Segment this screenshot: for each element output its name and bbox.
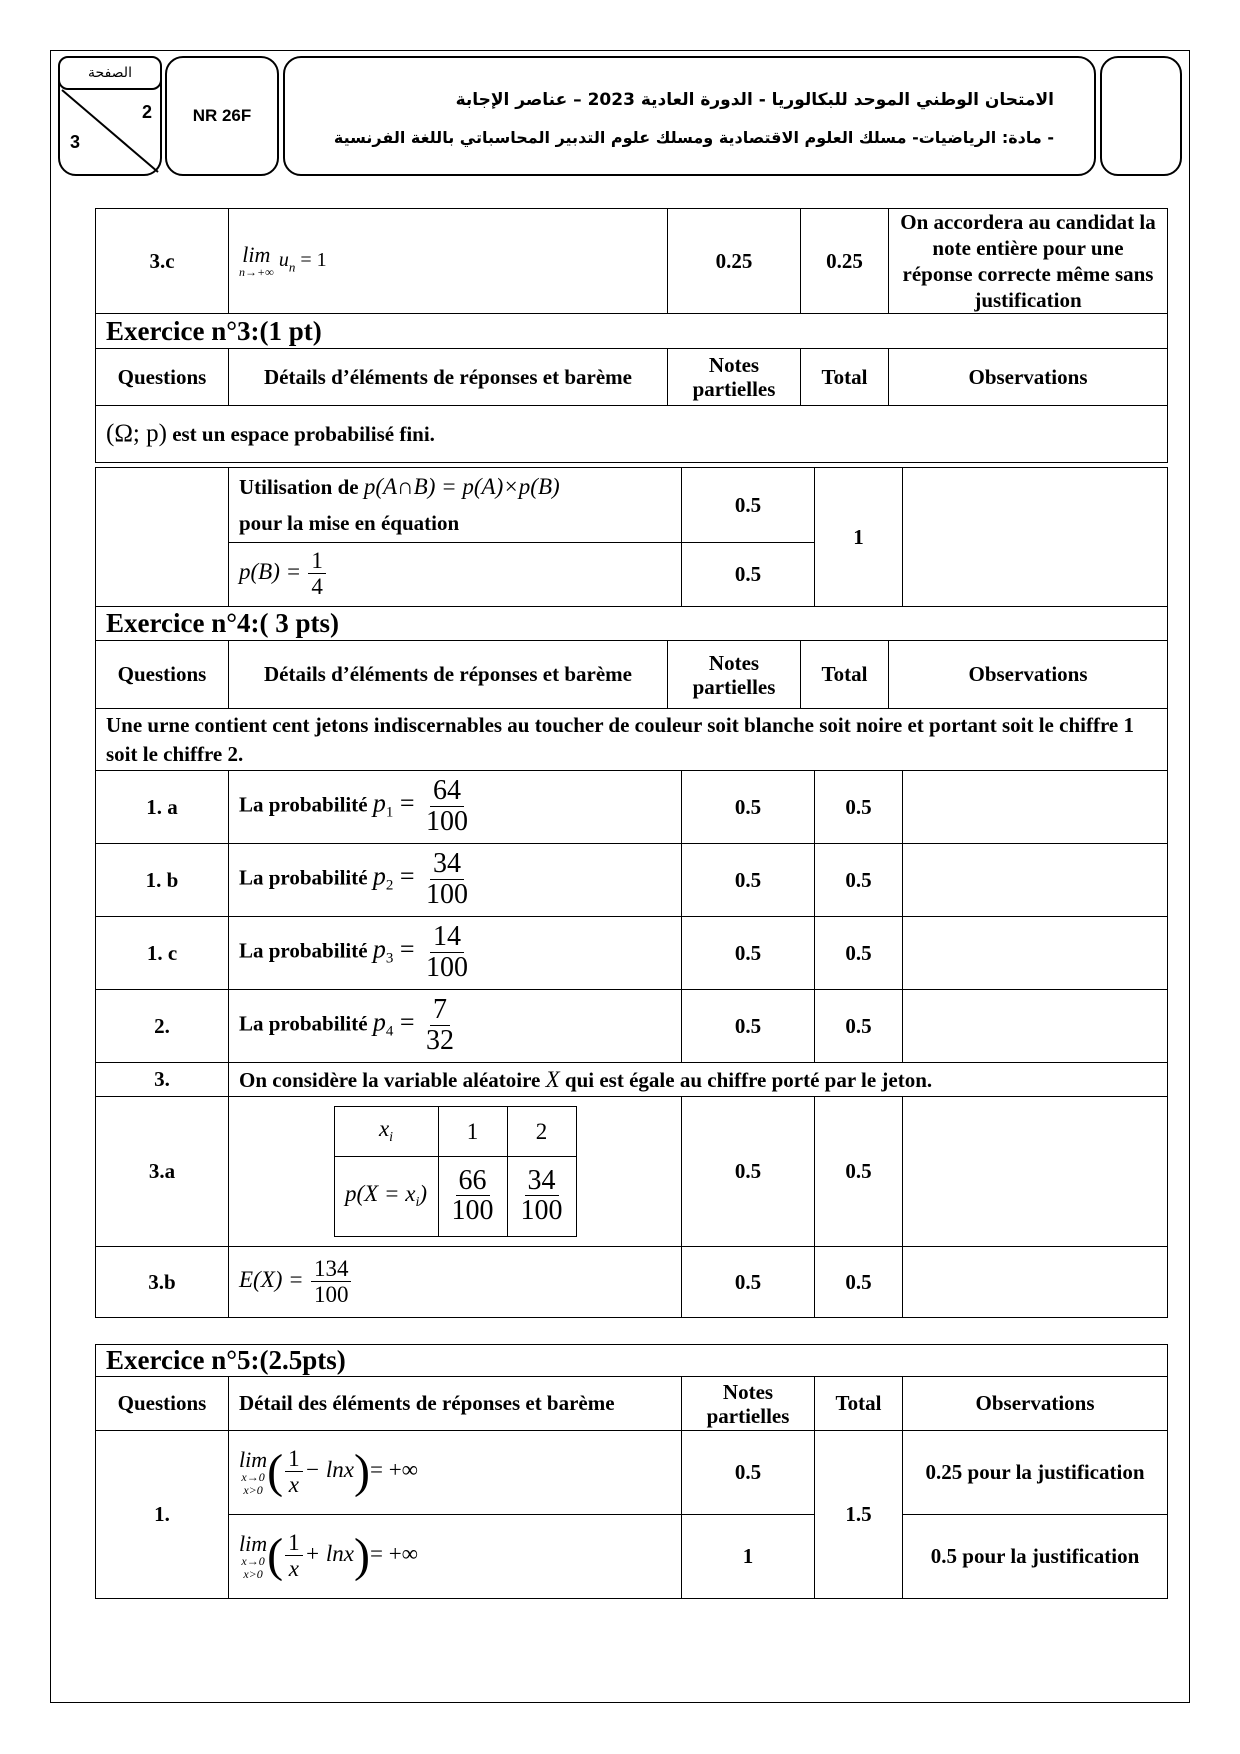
intro-text: est un espace probabilisé fini. (166, 422, 435, 446)
observation (903, 990, 1168, 1063)
exam-title: الامتحان الوطني الموحد للبكالوريا - الدورة العادية 2023 – عناصر الإجابة (455, 90, 1054, 110)
question-number: 3. (96, 1063, 229, 1097)
observation (903, 771, 1168, 844)
col-details: Détails d’éléments de réponses et barème (229, 641, 668, 709)
observation (903, 917, 1168, 990)
xi-index: i (389, 1130, 394, 1146)
limit-value: = +∞ (369, 1541, 419, 1567)
prob-label: p(B) = (239, 559, 302, 585)
question-number: 3.b (96, 1247, 229, 1318)
answer-detail: La probabilité $p_1$ = $\frac{64}{100}$ (229, 771, 682, 844)
total-note: 0.5 (815, 1247, 903, 1318)
prob-index: 1 (385, 805, 394, 821)
fraction: $\frac{134}{100}$ (311, 1257, 352, 1307)
prob-index: 4 (385, 1024, 394, 1040)
limit-value: = 1 (295, 248, 327, 271)
x-value: 2 (507, 1107, 576, 1157)
partial-note: 0.25 (668, 209, 801, 314)
question-number: 1. a (96, 771, 229, 844)
answer-detail (229, 1097, 682, 1247)
total-note: 0.5 (815, 990, 903, 1063)
col-details: Détail des éléments de réponses et barème (229, 1377, 682, 1431)
table-row (96, 209, 1168, 314)
column-header-row (96, 349, 1168, 406)
col-total: Total (815, 1377, 903, 1431)
fraction: $\frac{14}{100}$ (425, 921, 468, 983)
question-number: 1. b (96, 844, 229, 917)
partial-note: 0.5 (682, 1097, 815, 1247)
fraction: $\frac{1}{x}$ (285, 1447, 303, 1497)
column-header-row (96, 1377, 1168, 1431)
page-diagonal-icon (60, 88, 160, 174)
fraction: $\frac{66}{100}$ (451, 1164, 494, 1227)
detail-text: Utilisation de (239, 475, 364, 499)
fraction: $\frac{64}{100}$ (425, 775, 468, 837)
partial-note: 0.5 (682, 990, 815, 1063)
col-total: Total (801, 641, 889, 709)
exam-code: NR 26F (165, 56, 279, 176)
xi-label: x (378, 1116, 390, 1142)
page-current: 2 (142, 102, 153, 122)
observation: 0.5 pour la justification (903, 1515, 1168, 1599)
limit-operator: lim n→+∞ (239, 241, 274, 279)
total-note: 1 (815, 468, 903, 607)
exercise-intro (96, 406, 1168, 463)
question-number: 3.a (96, 1097, 229, 1247)
page-label: الصفحة (58, 56, 162, 90)
col-total: Total (801, 349, 889, 406)
exercise-intro: Une urne contient cent jetons indiscernables au toucher de couleur soit blanche soit noire et portant soit le chiffre 1 soit le chiffre 2. (96, 709, 1168, 771)
p-label: p(X = x (345, 1181, 416, 1207)
prob-var: p (372, 861, 386, 891)
expectation-label: E(X) = (239, 1266, 304, 1292)
table-row (96, 771, 1168, 844)
prob-var: p (372, 1007, 386, 1037)
sequence-term: u (278, 248, 289, 271)
detail-text: qui est égale au chiffre porté par le jeton. (559, 1067, 933, 1092)
col-observations: Observations (903, 1377, 1168, 1431)
title-box (283, 56, 1096, 176)
log-term: + lnx (304, 1541, 354, 1567)
total-note: 0.5 (815, 1097, 903, 1247)
partial-note: 0.5 (682, 468, 815, 543)
answer-detail (229, 468, 682, 543)
partial-note: 0.5 (682, 1247, 815, 1318)
answer-table-ex4 (95, 770, 1168, 1318)
partial-note: 0.5 (682, 844, 815, 917)
answer-detail (229, 209, 668, 314)
fraction: $\frac{1}{4}$ (308, 549, 326, 599)
partial-note: 0.5 (682, 917, 815, 990)
partial-note: 0.5 (682, 543, 815, 607)
col-questions: Questions (96, 349, 229, 406)
partial-note: 0.5 (682, 1431, 815, 1515)
independence-formula: p(A∩B) = p(A)×p(B) (363, 474, 560, 499)
sequence-index: n (288, 259, 296, 274)
detail-text: La probabilité (239, 865, 368, 890)
random-variable: X (545, 1066, 560, 1092)
observation: On accordera au candidat la note entière pour une réponse correcte même sans justification (889, 209, 1168, 314)
detail-text: pour la mise en équation (239, 511, 460, 535)
observation (903, 1247, 1168, 1318)
partial-note: 0.5 (682, 771, 815, 844)
p-index: i (415, 1195, 420, 1211)
header-empty-box (1100, 56, 1182, 176)
total-note: 0.5 (815, 917, 903, 990)
limit-operator: lim x→0 x>0 (239, 1530, 268, 1581)
total-note: 1.5 (815, 1431, 903, 1599)
log-term: − lnx (304, 1457, 354, 1483)
prob-var: p (372, 934, 386, 964)
prob-index: 3 (385, 951, 394, 967)
col-observations: Observations (889, 349, 1168, 406)
observation (903, 468, 1168, 607)
table-row (96, 917, 1168, 990)
partial-note: 1 (682, 1515, 815, 1599)
page-number-box (58, 56, 162, 176)
answer-table-ex4-header (95, 606, 1168, 771)
col-partial-notes: Notes partielles (668, 641, 801, 709)
answer-detail: La probabilité $p_4$ = $\frac{7}{32}$ (229, 990, 682, 1063)
observation: 0.25 pour la justification (903, 1431, 1168, 1515)
question-number: 3.c (96, 209, 229, 314)
limit-operator: lim x→0 x>0 (239, 1446, 268, 1497)
fraction: $\frac{34}{100}$ (425, 848, 468, 910)
prob-var: p (372, 788, 386, 818)
col-questions: Questions (96, 1377, 229, 1431)
fraction: $\frac{34}{100}$ (520, 1164, 563, 1227)
page-total: 3 (70, 132, 81, 152)
answer-detail (229, 1247, 682, 1318)
answer-detail: La probabilité $p_3$ = $\frac{14}{100}$ (229, 917, 682, 990)
observation (903, 1097, 1168, 1247)
question-number: 2. (96, 990, 229, 1063)
prob-index: 2 (385, 878, 394, 894)
table-row (96, 844, 1168, 917)
detail-text: La probabilité (239, 1011, 368, 1036)
x-value: 1 (438, 1107, 507, 1157)
answer-table-ex3 (95, 208, 1168, 463)
answer-table-ex5 (95, 1344, 1168, 1599)
probability-space: (Ω; p) (106, 420, 167, 447)
total-note: 0.5 (815, 771, 903, 844)
exercise-title: Exercice n°5:(2.5pts) (96, 1345, 1168, 1377)
total-note: 0.5 (815, 844, 903, 917)
fraction: $\frac{7}{32}$ (425, 994, 454, 1056)
answer-table-ex3-rows (95, 467, 1168, 607)
answer-detail (229, 543, 682, 607)
exercise-title: Exercice n°3:(1 pt) (96, 314, 1168, 349)
table-row (96, 990, 1168, 1063)
col-partial-notes: Notes partielles (682, 1377, 815, 1431)
exercise-title: Exercice n°4:( 3 pts) (96, 607, 1168, 641)
col-details: Détails d’éléments de réponses et barème (229, 349, 668, 406)
col-partial-notes: Notes partielles (668, 349, 801, 406)
detail-text: La probabilité (239, 792, 368, 817)
answer-detail: La probabilité $p_2$ = $\frac{34}{100}$ (229, 844, 682, 917)
col-questions: Questions (96, 641, 229, 709)
fraction: $\frac{1}{x}$ (285, 1531, 303, 1581)
question-number: 1. c (96, 917, 229, 990)
answer-detail (229, 1063, 1168, 1097)
col-observations: Observations (889, 641, 1168, 709)
answer-detail: lim x→0 x>0 ( $\frac{1}{x}$ + lnx)= +∞ (229, 1515, 682, 1599)
column-header-row (96, 641, 1168, 709)
p-close: ) (419, 1181, 427, 1207)
answer-detail: lim x→0 x>0 ( $\frac{1}{x}$ − lnx)= +∞ (229, 1431, 682, 1515)
total-note: 0.25 (801, 209, 889, 314)
limit-value: = +∞ (369, 1457, 419, 1483)
detail-text: On considère la variable aléatoire (239, 1067, 546, 1092)
detail-text: La probabilité (239, 938, 368, 963)
question-number: 1. (96, 1431, 229, 1599)
observation (903, 844, 1168, 917)
exam-subject: - مادة: الرياضيات- مسلك العلوم الاقتصادية ومسلك علوم التدبير المحاسباتي باللغة الفرنسية (333, 128, 1054, 147)
probability-law-table (334, 1106, 577, 1237)
question-number (96, 468, 229, 607)
